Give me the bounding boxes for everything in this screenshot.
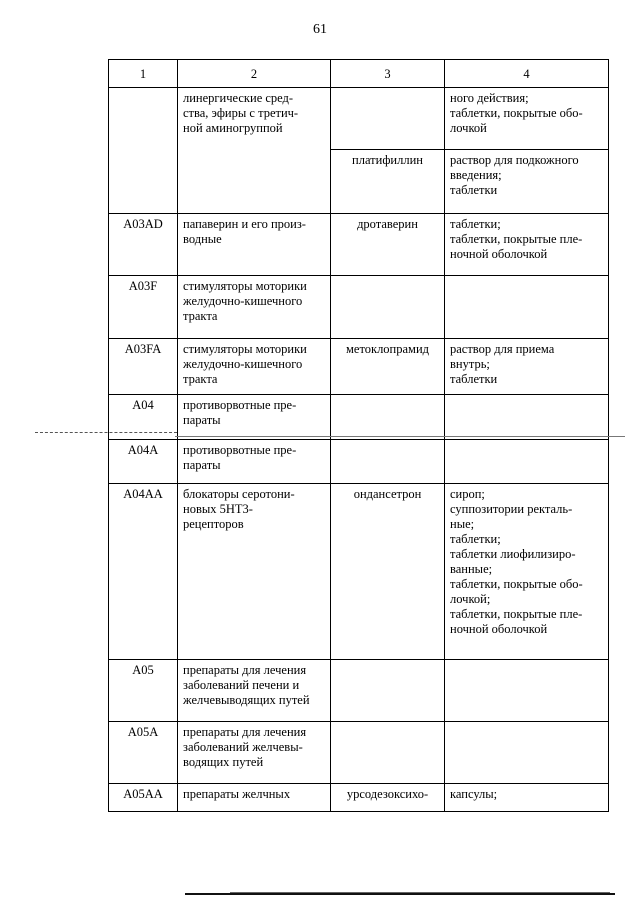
dosage-form-cell: таблетки; таблетки, покрытые пле- ночной оболочкой (445, 214, 609, 276)
table-row (109, 660, 609, 722)
inn-cell (331, 660, 445, 722)
dosage-form-cell (445, 276, 609, 339)
atc-code-cell: A03FA (109, 339, 178, 395)
inn-cell: дротаверин (331, 214, 445, 276)
page-number: 61 (313, 22, 327, 37)
atc-code-cell: A04AA (109, 484, 178, 660)
inn-cell: ондансетрон (331, 484, 445, 660)
table-row (109, 722, 609, 784)
table-row (109, 339, 609, 395)
dosage-form-cell: капсулы; (445, 784, 609, 812)
atc-code-cell: A04 (109, 395, 178, 440)
dosage-form-cell (445, 440, 609, 484)
table-row (109, 440, 609, 484)
group-name-cell: препараты желчных (178, 784, 331, 812)
atc-code-cell: A03AD (109, 214, 178, 276)
inn-cell (331, 395, 445, 440)
table-row (109, 484, 609, 660)
inn-cell (331, 440, 445, 484)
table-row (109, 276, 609, 339)
atc-code-cell: A05AA (109, 784, 178, 812)
atc-code-cell (109, 88, 178, 214)
dosage-form-cell (445, 722, 609, 784)
group-name-cell: папаверин и его произ- водные (178, 214, 331, 276)
group-name-cell: стимуляторы моторики желудочно-кишечного тракта (178, 276, 331, 339)
column-header-4: 4 (445, 60, 609, 88)
group-name-cell: препараты для лечения заболеваний печени и желчевыводящих путей (178, 660, 331, 722)
inn-cell (331, 722, 445, 784)
dosage-form-cell (445, 660, 609, 722)
inn-cell: метоклопрамид (331, 339, 445, 395)
dosage-form-cell: раствор для приема внутрь; таблетки (445, 339, 609, 395)
dosage-form-cell: ного действия; таблетки, покрытые обо- лочкой (445, 88, 609, 150)
inn-cell: урсодезоксихо- (331, 784, 445, 812)
group-name-cell: противорвотные пре- параты (178, 395, 331, 440)
table-row (109, 784, 609, 812)
atc-code-cell: A03F (109, 276, 178, 339)
group-name-cell: линергические сред- ства, эфиры с третич- ной аминогруппой (178, 88, 331, 214)
scan-fold-line (175, 436, 625, 437)
table-row (109, 395, 609, 440)
dosage-form-cell: сироп; суппозитории ректаль- ные; таблетки; таблетки лиофилизиро- ванные; таблетки, покрытые обо- лочкой; таблетки, покрытые пле- ночной оболочкой (445, 484, 609, 660)
atc-code-cell: A05 (109, 660, 178, 722)
dosage-form-cell: раствор для подкожного введения; таблетки (445, 150, 609, 214)
column-header-2: 2 (178, 60, 331, 88)
group-name-cell: блокаторы серотони- новых 5НТ3- рецепторов (178, 484, 331, 660)
column-header-3: 3 (331, 60, 445, 88)
atc-code-cell: A05A (109, 722, 178, 784)
atc-code-cell: A04A (109, 440, 178, 484)
group-name-cell: препараты для лечения заболеваний желчевы- водящих путей (178, 722, 331, 784)
inn-cell (331, 276, 445, 339)
scan-fold-line-left (35, 432, 177, 433)
inn-cell (331, 88, 445, 150)
table-header-row (109, 60, 609, 88)
group-name-cell: противорвотные пре- параты (178, 440, 331, 484)
inn-cell: платифиллин (331, 150, 445, 214)
footer-rule (185, 893, 615, 895)
table-row (109, 214, 609, 276)
dosage-form-cell (445, 395, 609, 440)
table-row (109, 88, 609, 150)
column-header-1: 1 (109, 60, 178, 88)
group-name-cell: стимуляторы моторики желудочно-кишечного тракта (178, 339, 331, 395)
